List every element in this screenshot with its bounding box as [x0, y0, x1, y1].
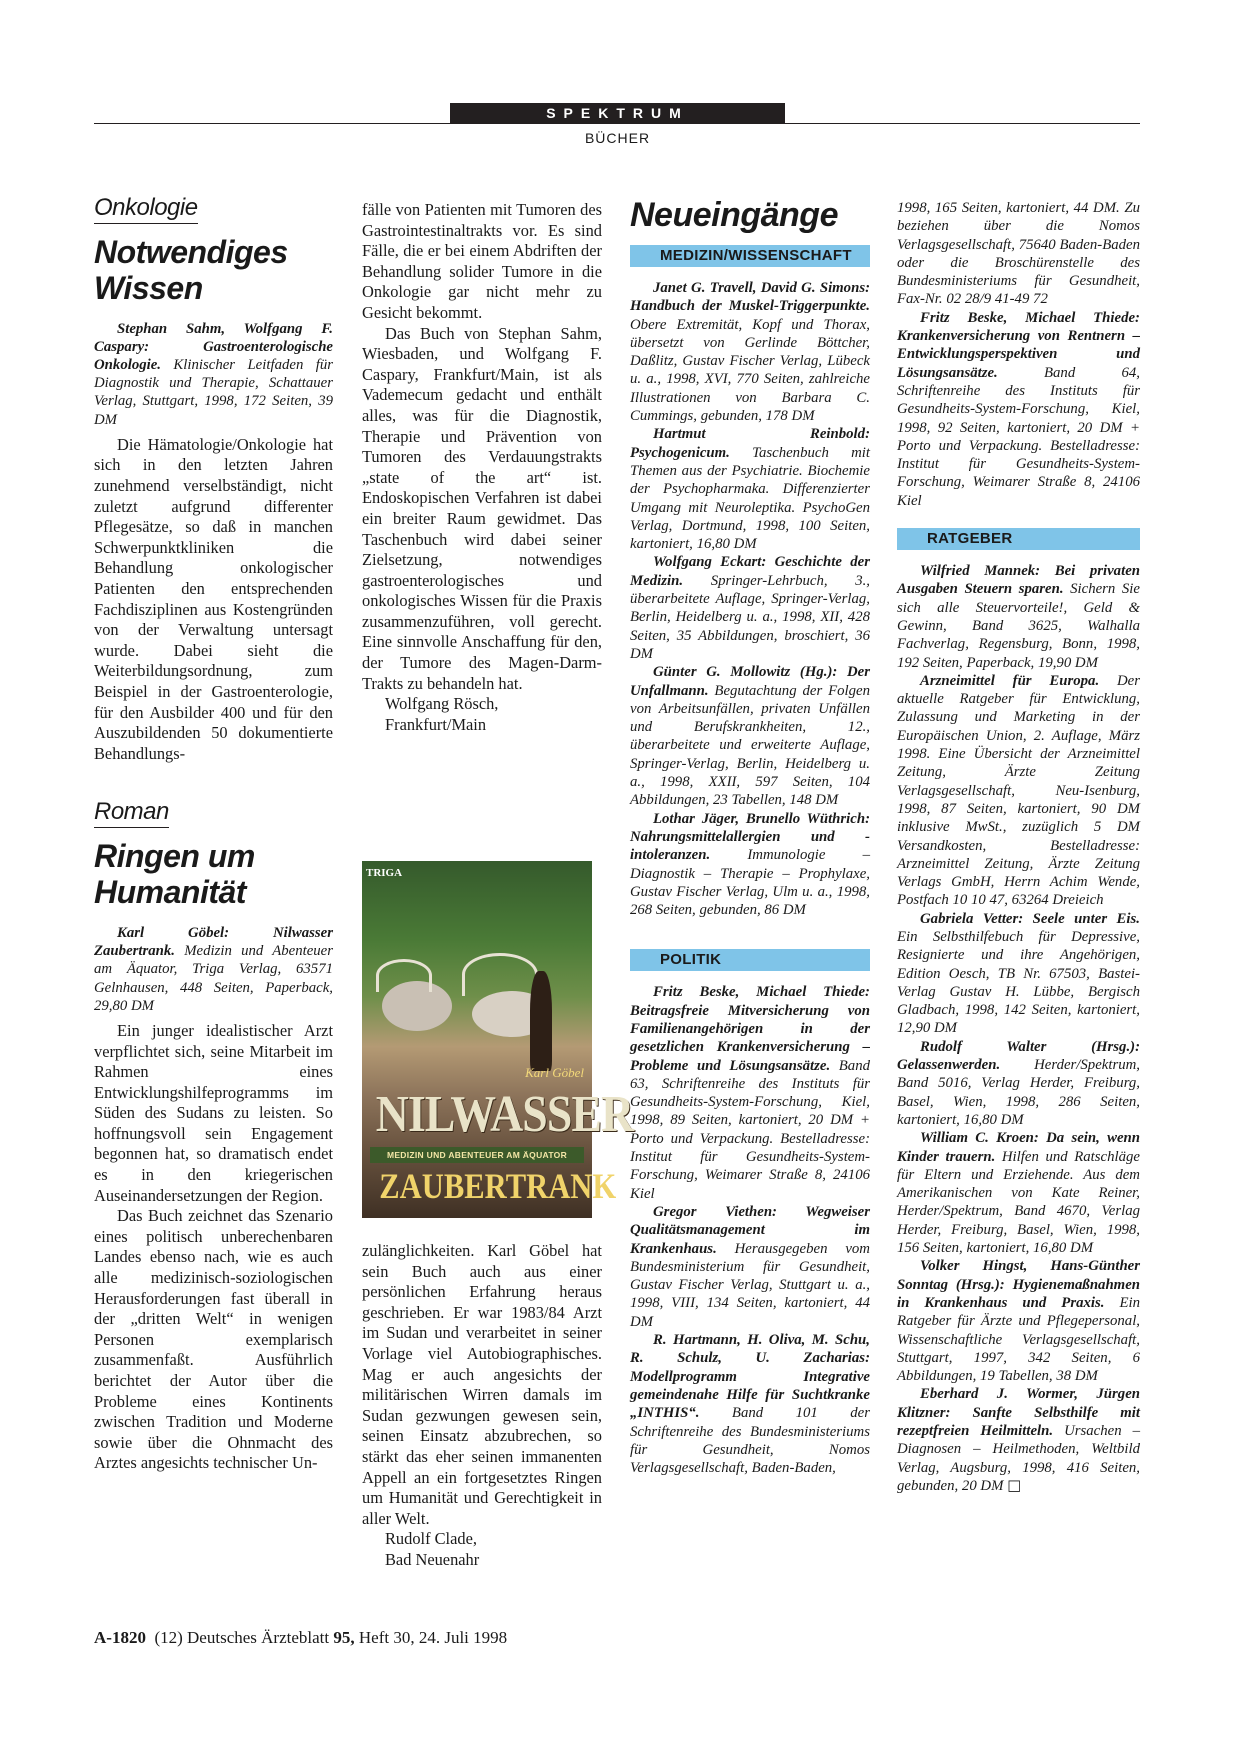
entry-title: Volker Hingst, Hans-Günther Sonntag (Hrsg.): Hygienemaßnahmen in Krankenhaus und Praxis.	[897, 1258, 1140, 1311]
column-3	[630, 195, 870, 1477]
entry-details: Springer-Lehrbuch, 3., überarbeitete Auflage, Springer-Verlag, Berlin, Heidelberg u. a., 1998, XII, 428 Seiten, 35 Abbildungen, broschiert, 36 DM	[630, 572, 870, 662]
entry-title: Lothar Jäger, Brunello Wüthrich: Nahrungsmittelallergien und -intoleranzen.	[630, 810, 870, 864]
biblio-authors: Karl Göbel: Nilwasser Zaubertrank.	[94, 924, 333, 960]
book-entry	[897, 562, 1140, 672]
entry-details: Begutachtung der Folgen von Arbeitsunfällen, privaten Unfällen und Berufskrankheiten, 12., überarbeitete und erweiterte Auflage, Springer-Verlag, Berlin, Heidelberg u. a., 1998, XXII, 597 Seiten, 104 Abbildungen, 23 Tabellen, 148 DM	[630, 682, 870, 809]
author-signature: Wolfgang Rösch,	[385, 694, 499, 714]
entry-title: R. Hartmann, H. Oliva, M. Schu, R. Schulz, U. Zacharias: Modellprogramm Integrative gemeindenahe Hilfe für Suchtkranke „INTHIS“.	[630, 1332, 870, 1422]
book-entry	[630, 663, 870, 809]
entry-title: Wolfgang Eckart: Geschichte der Medizin.	[630, 554, 870, 589]
entry-details: Band 101 der Schriftenreihe des Bundesministeriums für Gesundheit, Nomos Verlagsgesellschaft, Baden-Baden,	[630, 1405, 870, 1477]
paragraph: Das Buch zeichnet das Szenario eines politisch unberechenbaren Landes ebenso nach, wie es auch alle medizinisch-soziologischen Herausforderungen fast überall in der „dritten Welt“ in wenigen Personen exemplarisch zusammenfaßt. Ausführlich berichtet der Autor über die Probleme eines Kontinents zwischen Tradition und Moderne sowie über die Ohnmacht des Arztes angesichts technischer Un-	[94, 1206, 333, 1473]
entry-title: Fritz Beske, Michael Thiede: Krankenversicherung von Rentnern – Entwicklungsperspektiven und Lösungsansätze.	[897, 309, 1140, 381]
page-number: A-1820	[94, 1628, 146, 1647]
horn-shape	[462, 953, 538, 996]
entry-details: Band 63, Schriftenreihe des Instituts für Gesundheits-System-Forschung, Kiel, 1998, 89 Seiten, kartoniert, 20 DM + Porto und Verpackung. Bestelladresse: Institut für Gesundheits-System-Forschung, Weimarer Straße 8, 24106 Kiel	[630, 1057, 870, 1202]
book-entry	[630, 553, 870, 663]
header-rule	[94, 123, 1140, 124]
entry-title: Hartmut Reinbold: Psychogenicum.	[630, 426, 870, 461]
page-paren: (12)	[154, 1628, 183, 1647]
cover-title-2: ZAUBERTRANK	[379, 1166, 617, 1206]
neueingaenge-title: Neueingänge	[630, 196, 838, 234]
person-silhouette	[530, 971, 552, 1071]
entry-title: Fritz Beske, Michael Thiede: Beitragsfreie Mitversicherung von Familienangehörigen in der gesetzlichen Krankenversicherung – Probleme und Lösungsansätze.	[630, 984, 870, 1074]
cover-title: NILWASSER	[375, 1086, 634, 1143]
entry-details: Band 64, Schriftenreihe des Instituts für Gesundheits-System-Forschung, Kiel, 1998, 92 Seiten, kartoniert, 20 DM + Porto und Verpackung. Bestelladresse: Institut für Gesundheits-System-Forschung, Weimarer Straße 8, 24106 Kiel	[897, 364, 1140, 509]
section-medizin-entries	[630, 279, 870, 919]
book-entry	[897, 1257, 1140, 1385]
section-bar-ratgeber: RATGEBER	[897, 528, 1140, 550]
subsection-label: BÜCHER	[584, 130, 651, 146]
entry-title: Gabriela Vetter: Seele unter Eis.	[920, 910, 1140, 927]
paragraph: zulänglichkeiten. Karl Göbel hat sein Buch auch aus einer persönlichen Erfahrung heraus geschrieben. Er war 1983/84 Arzt im Sudan und verarbeitet in seiner Vorlage viel Autobiographisches. Mag er auch angesichts der militärischen Wirren damals im Sudan gezwungen gewesen sein, seinen Einsatz abzubrechen, so stärkt das eher seinen immanenten Appell an ein fortgesetztes Ringen um Humanität und Gerechtigkeit in aller Welt.	[362, 1241, 602, 1528]
paragraph: Das Buch von Stephan Sahm, Wiesbaden, und Wolfgang F. Caspary, Frankfurt/Main, ist als Vademecum gedacht und enthält alles, was für die Diagnostik, Therapie und Prävention von Tumoren des Verdauungstrakts „state of the art“ ist. Endoskopischen Verfahren ist dabei ein breiter Raum gewidmet. Das Taschenbuch wird dabei seiner Zielsetzung, notwendiges gastroenterologisches und onkologisches Wissen für die Praxis zusammenzuführen, voll gerecht. Eine sinnvolle Anschaffung für den, der Tumore des Magen-Darm-Trakts zu behandeln hat.	[362, 323, 602, 693]
journal-issue: Heft 30, 24. Juli 1998	[358, 1628, 508, 1647]
entry-title: Arzneimittel für Europa.	[920, 672, 1100, 689]
biblio-details: Klinischer Leitfaden für Diagnostik und Therapie, Schattauer Verlag, Stuttgart, 1998, 172 Seiten, 39 DM	[94, 357, 334, 428]
author-location: Bad Neuenahr	[385, 1549, 480, 1569]
entry-title: Gregor Viethen: Wegweiser Qualitätsmanagement im Krankenhaus.	[630, 1203, 870, 1257]
entry-details: Herder/Spektrum, Band 5016, Verlag Herder, Freiburg, Basel, Wien, 1998, 286 Seiten, kartoniert, 16,80 DM	[897, 1057, 1140, 1128]
page-footer	[94, 1628, 507, 1648]
headline-ringen-um-humanitaet	[94, 838, 333, 910]
headline-line: Ringen um	[94, 837, 255, 874]
entry-details: Ein Selbsthilfebuch für Depressive, Resignierte und ihre Angehörigen, Edition Oesch, TB Nr. 67503, Bastei-Verlag Gustav H. Lübbe, Bergisch Gladbach, 1998, 142 Seiten, kartoniert, 12,90 DM	[897, 928, 1140, 1037]
entry-title: Janet G. Travell, David G. Simons: Handbuch der Muskel-Triggerpunkte.	[630, 280, 870, 315]
headline-line: Wissen	[94, 269, 203, 306]
rubric-onkologie: Onkologie	[94, 198, 198, 224]
book-entry	[897, 1129, 1140, 1257]
paragraph: fälle von Patienten mit Tumoren des Gastrointestinaltrakts vor. Es sind Fälle, die er bei einem Abdriften der Behandlung solider Tumore in die Onkologie gar nicht mehr zu Gesicht bekommt.	[362, 200, 602, 322]
section-politik-entries	[630, 983, 870, 1477]
biblio-authors: Stephan Sahm, Wolfgang F. Caspary: Gastroenterologische Onkologie.	[94, 320, 333, 373]
entry-title: Eberhard J. Wormer, Jürgen Klitzner: Sanfte Selbsthilfe mit rezeptfreien Heilmitteln.	[897, 1386, 1140, 1439]
book-entry	[630, 425, 870, 553]
article1	[94, 194, 334, 764]
entry-title: Rudolf Walter (Hrsg.): Gelassenwerden.	[897, 1038, 1140, 1074]
column-1	[94, 194, 334, 1474]
section-bar-politik: POLITIK	[630, 949, 870, 971]
entry-details: Obere Extremität, Kopf und Thorax, übersetzt von Gerlinde Böttcher, Daßlitz, Gustav Fischer Verlag, Lübeck u. a., 1998, XVI, 770 Seiten, zahlreiche Illustrationen von Barbara C. Cummings, gebunden, 178 DM	[630, 316, 870, 425]
entry-details: Herausgegeben vom Bundesministerium für Gesundheit, Gustav Fischer Verlag, Stuttgart u. a., 1998, VIII, 134 Seiten, kartoniert, 44 DM	[630, 1240, 870, 1330]
book-entry	[630, 1331, 870, 1477]
entry-details: Der aktuelle Ratgeber für Entwicklung, Zulassung und Marketing in der Europäischen Union, 2. Auflage, März 1998. Eine Übersicht der Arzneimittel Zeitung, Ärzte Zeitung Verlagsgesellschaft, Neu-Isenburg, 1998, 87 Seiten, kartoniert, 90 DM inklusive MwSt., zuzüglich 5 DM Versandkosten, Bestelladresse: Arzneimittel Zeitung, Ärzte Zeitung Verlags GmbH, Herrn Achim Wende, Postfach 10 10 47, 63264 Dreieich	[897, 672, 1140, 909]
bibliography	[94, 320, 333, 429]
book-entry	[630, 279, 870, 425]
entry-details: Immunologie – Diagnostik – Therapie – Prophylaxe, Gustav Fischer Verlag, Ulm u. a., 1998, 268 Seiten, gebunden, 86 DM	[630, 847, 870, 919]
book-entry	[897, 309, 1140, 510]
entry-title: Günter G. Mollowitz (Hg.): Der Unfallmann.	[630, 664, 870, 699]
rubric-roman: Roman	[94, 802, 169, 828]
biblio-details: Medizin und Abenteuer am Äquator, Triga Verlag, 63571 Gelnhausen, 448 Seiten, Paperback, 29,80 DM	[94, 943, 333, 1014]
end-mark-icon: □	[1007, 1476, 1022, 1494]
entry-details: Sichern Sie sich alle Steuervorteile!, Geld & Gewinn, Band 3625, Walhalla Fachverlag, Regensburg, Bonn, 1998, 192 Seiten, Paperback, 19,90 DM	[897, 581, 1140, 671]
entry-details: Hilfen und Ratschläge für Eltern und Erziehende. Aus dem Amerikanischen von Kate Reiner, Herder/Spektrum, Band 4670, Verlag Herder, Freiburg, Basel, Wien, 1998, 156 Seiten, kartoniert, 16,80 DM	[897, 1148, 1140, 1257]
bibliography	[94, 924, 333, 1015]
column-2-lower	[362, 1241, 602, 1571]
publisher-logo: TRIGA	[366, 867, 403, 879]
entry-title: Wilfried Mannek: Bei privaten Ausgaben Steuern sparen.	[897, 563, 1140, 598]
author-location: Frankfurt/Main	[385, 714, 487, 734]
section-header-bar: SPEKTRUM	[450, 103, 785, 124]
cover-subtitle: MEDIZIN UND ABENTEUER AM ÄQUATOR	[370, 1147, 584, 1163]
column-4	[897, 199, 1140, 1495]
column-2	[362, 200, 602, 735]
headline-line: Humanität	[94, 873, 246, 910]
section-ratgeber-entries	[897, 562, 1140, 1495]
paragraph: Die Hämatologie/Onkologie hat sich in den letzten Jahren zunehmend verselbständigt, nicht zuletzt aufgrund differenter Pflegesätze, so daß in manchen Schwerpunktkliniken die Behandlung onkologischer Patienten den entsprechenden Fachdisziplinen aus Kostengründen von der Verwaltung untersagt wurde. Dabei sieht die Weiterbildungsordnung, zum Beispiel in der Gastroenterologie, für den Ausbilder 400 und für den Auszubildenden 50 dokumentierte Behandlungs-	[94, 434, 333, 763]
entry-details: Ursachen – Diagnosen – Heilmethoden, Weltbild Verlag, Augsburg, 1998, 416 Seiten, gebunden, 20 DM	[897, 1423, 1140, 1494]
headline-notwendiges-wissen	[94, 234, 333, 306]
book-entry	[897, 910, 1140, 1038]
headline-line: Notwendiges	[94, 233, 288, 270]
book-entry	[897, 1038, 1140, 1129]
book-entry	[630, 810, 870, 920]
journal-name: Deutsches Ärzteblatt	[187, 1628, 330, 1647]
cover-author: Karl Göbel	[525, 1065, 584, 1080]
entry-details: Taschenbuch mit Themen aus der Psychiatrie. Biochemie der Psychopharmaka. Differenzierter Umgang mit Neuroleptika. PsychoGen Verlag, Dortmund, 1998, 100 Seiten, kartoniert, 16,80 DM	[630, 444, 870, 553]
book-entry	[630, 1203, 870, 1331]
entry-title: William C. Kroen: Da sein, wenn Kinder trauern.	[897, 1130, 1140, 1165]
section-bar-medizin: MEDIZIN/WISSENSCHAFT	[630, 245, 870, 267]
article2	[94, 798, 333, 1474]
entry-continuation: 1998, 165 Seiten, kartoniert, 44 DM. Zu beziehen über die Nomos Verlagsgesellschaft, 75640 Baden-Baden oder die Broschürenstelle des Bundesministeriums für Gesundheit, Fax-Nr. 02 28/9 41-49 72	[897, 200, 1140, 308]
book-entry	[897, 672, 1140, 910]
paragraph: Ein junger idealistischer Arzt verpflichtet sich, seine Mitarbeit im Rahmen eines Entwicklungshilfeprogramms im Süden des Sudans zu leisten. So hoffnungsvoll sein Engagement begonnen hat, so dramatisch endet es in den kriegerischen Auseinandersetzungen der Region.	[94, 1020, 333, 1205]
book-cover-image	[362, 861, 634, 1218]
author-signature: Rudolf Clade,	[385, 1529, 477, 1549]
entry-details: Ein Ratgeber für Ärzte und Pflegepersonal, Wissenschaftliche Verlagsgesellschaft, Stuttgart, 1997, 342 Seiten, 6 Abbildungen, 19 Tabellen, 38 DM	[897, 1294, 1141, 1385]
book-entry	[897, 1385, 1140, 1495]
journal-volume: 95,	[333, 1628, 355, 1647]
horn-shape	[376, 959, 432, 992]
book-entry	[630, 983, 870, 1203]
